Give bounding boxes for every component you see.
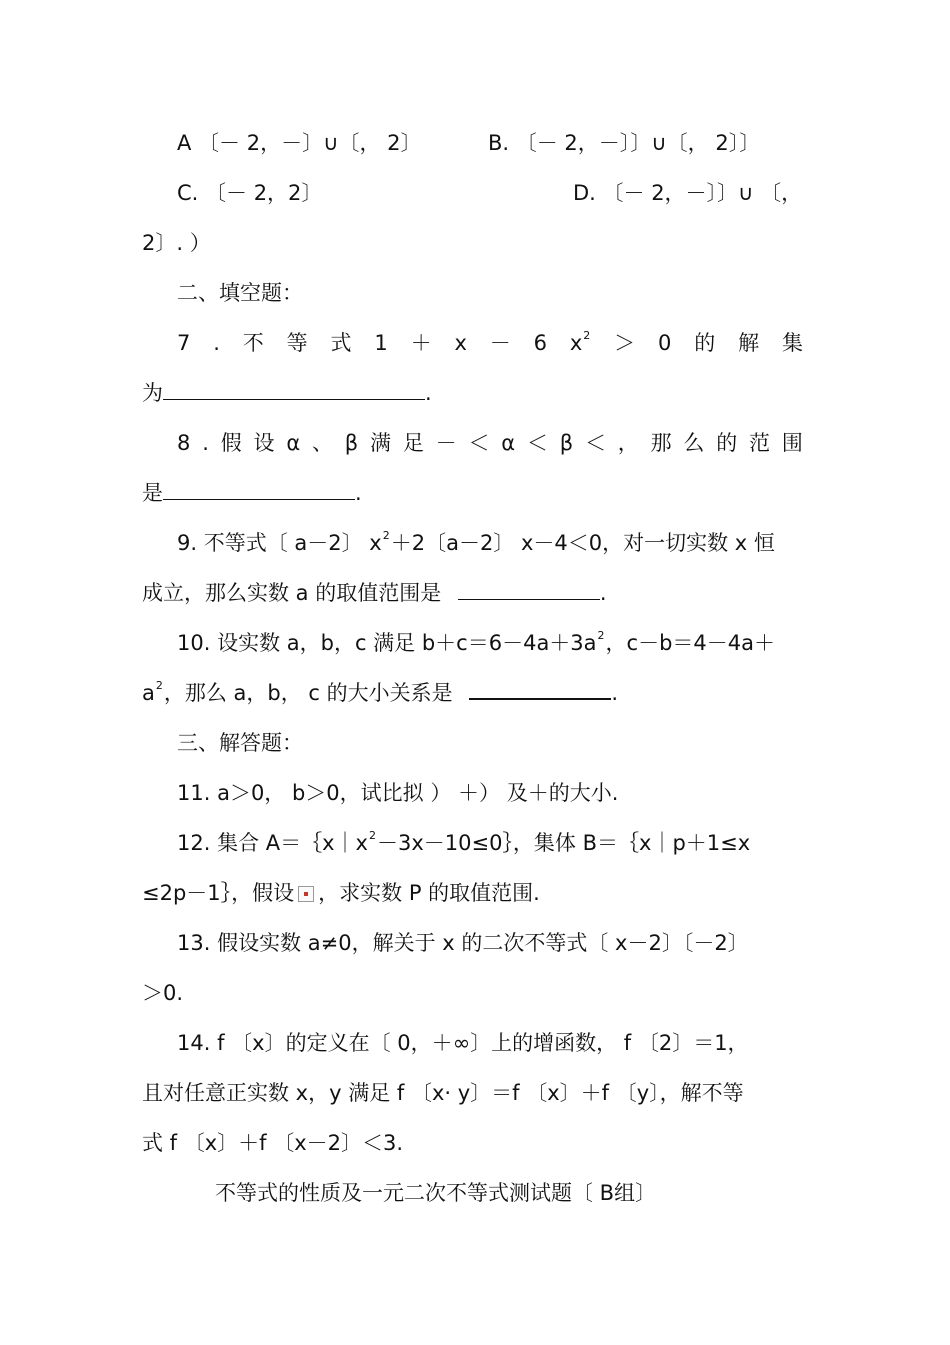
option-c: C. 〔－ 2，2〕 bbox=[177, 181, 323, 205]
q8-token: 范 bbox=[749, 431, 770, 455]
q9-answer-blank[interactable] bbox=[458, 581, 600, 600]
section-heading-fill: 二、填空题： bbox=[177, 281, 303, 305]
q8-token: β bbox=[344, 431, 359, 455]
question-8-line-2 bbox=[142, 480, 362, 506]
q9-text-b: ＋2〔a－2〕 x－4＜0，对一切实数 x 恒 bbox=[390, 531, 775, 555]
broken-image-icon bbox=[298, 886, 314, 902]
q8-token: 围 bbox=[781, 431, 803, 455]
q12-text-d: ，求实数 P 的取值范围. bbox=[318, 881, 540, 905]
q8-token: 么 bbox=[683, 431, 705, 455]
q8-token: 设 bbox=[253, 431, 275, 455]
q7-token: 不 bbox=[242, 331, 264, 355]
section-title-group-b: 不等式的性质及一元二次不等式测试题〔 B组〕 bbox=[215, 1181, 657, 1205]
q10-text-a: 10. 设实数 a，b，c 满足 b＋c＝6－4a＋3a bbox=[177, 631, 597, 655]
q10-text-d: ，那么 a，b， c 的大小关系是 bbox=[163, 681, 453, 705]
q8-token: α bbox=[501, 431, 516, 455]
q7-token: 解 bbox=[738, 331, 760, 355]
question-11: 11. a＞0， b＞0，试比拟 ） ＋） 及＋的大小. bbox=[177, 781, 619, 805]
question-7-line-2 bbox=[142, 380, 432, 406]
q12-text-a: 12. 集合 A＝｛x｜x bbox=[177, 831, 368, 855]
question-9-line-1 bbox=[177, 530, 775, 560]
q7-token: x bbox=[454, 331, 467, 355]
q8-token: 、 bbox=[311, 431, 333, 455]
q8-token: 满 bbox=[370, 431, 391, 455]
q7-exponent: 2 bbox=[583, 329, 591, 342]
q7-token: 6 bbox=[533, 331, 547, 355]
q7-token: 1 bbox=[374, 331, 388, 355]
q8-token: 足 bbox=[402, 431, 424, 455]
q7-token: . bbox=[213, 331, 220, 355]
q8-token: 假 bbox=[220, 431, 242, 455]
q7-token: 集 bbox=[781, 331, 803, 355]
q7-answer-blank[interactable] bbox=[163, 381, 425, 400]
option-d-continued: 2〕. ） bbox=[142, 231, 211, 255]
q8-token: ， bbox=[617, 431, 639, 455]
q8-prefix: 是 bbox=[142, 481, 163, 505]
q7-token: 的 bbox=[694, 331, 716, 355]
question-13-line-1: 13. 假设实数 a≠0，解关于 x 的二次不等式〔 x－2〕〔－2〕 bbox=[177, 931, 749, 955]
q9-text-c: 成立，那么实数 a 的取值范围是 bbox=[142, 581, 442, 605]
q8-token: ＜ bbox=[526, 431, 548, 455]
question-9-line-2 bbox=[142, 580, 607, 606]
q8-token: 的 bbox=[716, 431, 738, 455]
question-14-line-3: 式 f 〔x〕＋f 〔x－2〕＜3. bbox=[142, 1131, 404, 1155]
question-12-line-1 bbox=[177, 830, 750, 860]
q8-token: . bbox=[202, 431, 209, 455]
q12-text-b: －3x－10≤0｝，集体 B＝｛x｜p＋1≤x bbox=[376, 831, 751, 855]
q8-token: ＜ bbox=[468, 431, 490, 455]
q7-prefix: 为 bbox=[142, 381, 163, 405]
section-heading-solve: 三、解答题： bbox=[177, 731, 303, 755]
option-d: D. 〔－ 2，－〕〕∪ 〔， bbox=[573, 181, 803, 205]
question-14-line-1: 14. f 〔x〕的定义在〔 0，＋∞〕上的增函数， f 〔2〕＝1， bbox=[177, 1031, 749, 1055]
q7-period: . bbox=[425, 381, 432, 405]
q7-token: － bbox=[489, 331, 511, 355]
question-10-line-1 bbox=[177, 630, 775, 660]
q7-token: 等 bbox=[286, 331, 308, 355]
q12-text-c: ≤2p－1｝，假设 bbox=[142, 881, 295, 905]
q8-token: － bbox=[435, 431, 457, 455]
q9-period: . bbox=[599, 581, 607, 605]
q8-token: ＜ bbox=[584, 431, 606, 455]
q10-period: . bbox=[611, 681, 619, 705]
option-b: B. 〔－ 2，－〕〕∪〔， 2〕〕 bbox=[488, 131, 761, 155]
q10-text-b: ，c－b＝4－4a＋ bbox=[605, 631, 776, 655]
q10-exponent: 2 bbox=[597, 629, 605, 642]
q10-text-c: a bbox=[142, 681, 155, 705]
option-a: A 〔－ 2，－〕∪〔， 2〕 bbox=[177, 131, 422, 155]
q7-token: 7 bbox=[177, 331, 191, 355]
q8-answer-blank[interactable] bbox=[163, 481, 355, 500]
question-8-line-1 bbox=[177, 430, 803, 456]
q8-token: α bbox=[286, 431, 301, 455]
q8-token: 8 bbox=[177, 431, 191, 455]
question-7-line-1 bbox=[177, 330, 803, 360]
q9-text-a: 9. 不等式〔 a－2〕 x bbox=[177, 531, 382, 555]
q7-token: $x^2$ bbox=[569, 329, 591, 355]
q7-token: 式 bbox=[330, 331, 352, 355]
q12-exponent: 2 bbox=[368, 829, 376, 842]
question-10-line-2 bbox=[142, 680, 618, 710]
q7-token: 0 bbox=[658, 331, 672, 355]
q8-token: β bbox=[559, 431, 574, 455]
q7-token: ＞ bbox=[614, 331, 636, 355]
q10-answer-blank[interactable] bbox=[469, 680, 611, 700]
q8-period: . bbox=[355, 481, 362, 505]
question-12-line-2 bbox=[142, 880, 540, 906]
question-13-line-2: ＞0. bbox=[142, 981, 184, 1005]
q8-token: 那 bbox=[650, 431, 672, 455]
question-14-line-2: 且对任意正实数 x，y 满足 f 〔x· y〕＝f 〔x〕＋f 〔y〕，解不等 bbox=[142, 1081, 744, 1105]
q7-token: ＋ bbox=[410, 331, 432, 355]
q9-exponent: 2 bbox=[382, 529, 390, 542]
q10-exponent-2: 2 bbox=[155, 679, 163, 692]
